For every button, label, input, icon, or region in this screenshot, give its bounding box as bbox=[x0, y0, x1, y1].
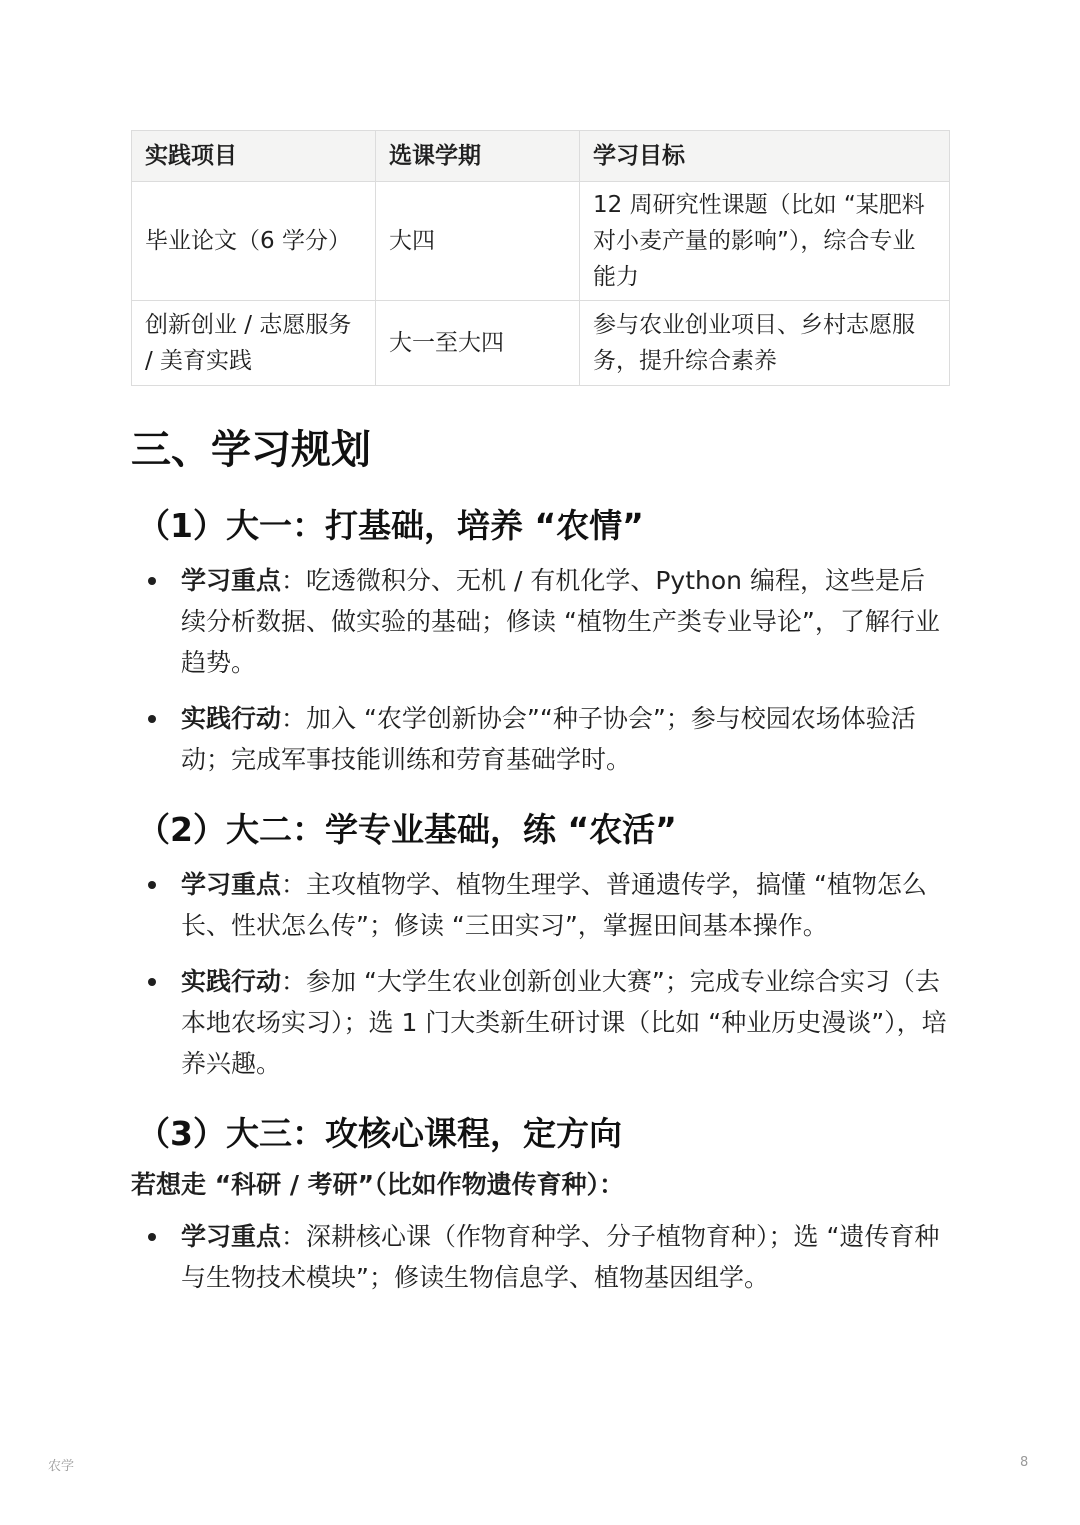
table-header-project: 实践项目 bbox=[132, 131, 376, 182]
list-item bbox=[131, 1216, 949, 1298]
year-2-heading: （2）大二：学专业基础，练 “农活” bbox=[137, 810, 677, 849]
year-2-list bbox=[131, 864, 949, 1084]
item-key: 学习重点 bbox=[181, 566, 282, 595]
item-key: 实践行动 bbox=[181, 967, 282, 996]
bullet-icon bbox=[148, 577, 156, 585]
item-key: 学习重点 bbox=[181, 1222, 282, 1251]
item-text: ：主攻植物学、植物生理学、普通遗传学，搞懂 “植物怎么长、性状怎么传”；修读 “三田实习”，掌握田间基本操作。 bbox=[181, 870, 927, 940]
table-row bbox=[132, 301, 950, 386]
table-header-row bbox=[132, 131, 950, 182]
item-key: 学习重点 bbox=[181, 870, 282, 899]
table-cell-project: 毕业论文（6 学分） bbox=[132, 182, 376, 301]
page-number: 8 bbox=[1020, 1455, 1029, 1470]
year-3-heading: （3）大三：攻核心课程，定方向 bbox=[137, 1114, 622, 1153]
list-item bbox=[131, 864, 949, 946]
footer-label: 农学 bbox=[48, 1459, 75, 1474]
section-title: 三、学习规划 bbox=[131, 427, 371, 473]
page-content bbox=[131, 130, 949, 1313]
item-text: ：加入 “农学创新协会”“种子协会”；参与校园农场体验活动；完成军事技能训练和劳育基础学时。 bbox=[181, 704, 916, 774]
bullet-icon bbox=[148, 881, 156, 889]
table-cell-goal: 参与农业创业项目、乡村志愿服务，提升综合素养 bbox=[580, 301, 950, 386]
table-cell-term: 大四 bbox=[376, 182, 580, 301]
table-cell-term: 大一至大四 bbox=[376, 301, 580, 386]
item-text: ：参加 “大学生农业创新创业大赛”；完成专业综合实习（去本地农场实习）；选 1 门大类新生研讨课（比如 “种业历史漫谈”），培养兴趣。 bbox=[181, 967, 947, 1078]
bullet-icon bbox=[148, 1233, 156, 1241]
bullet-icon bbox=[148, 715, 156, 723]
table-header-goal: 学习目标 bbox=[580, 131, 950, 182]
item-text: ：吃透微积分、无机 / 有机化学、Python 编程，这些是后续分析数据、做实验的基础；修读 “植物生产类专业导论”，了解行业趋势。 bbox=[181, 566, 940, 677]
table-row bbox=[132, 182, 950, 301]
practice-table bbox=[131, 130, 950, 386]
year-1-heading: （1）大一：打基础，培养 “农情” bbox=[137, 506, 644, 545]
item-text: ：深耕核心课（作物育种学、分子植物育种）；选 “遗传育种与生物技术模块”；修读生物信息学、植物基因组学。 bbox=[181, 1222, 940, 1292]
bullet-icon bbox=[148, 978, 156, 986]
list-item bbox=[131, 698, 949, 780]
year-1-list bbox=[131, 560, 949, 780]
table-cell-goal: 12 周研究性课题（比如 “某肥料对小麦产量的影响”），综合专业能力 bbox=[580, 182, 950, 301]
list-item bbox=[131, 560, 949, 683]
table-cell-project: 创新创业 / 志愿服务 / 美育实践 bbox=[132, 301, 376, 386]
table-header-term: 选课学期 bbox=[376, 131, 580, 182]
list-item bbox=[131, 961, 949, 1084]
item-key: 实践行动 bbox=[181, 704, 282, 733]
year-3-list bbox=[131, 1216, 949, 1298]
year-3-lead: 若想走 “科研 / 考研”（比如作物遗传育种）： bbox=[131, 1170, 625, 1199]
